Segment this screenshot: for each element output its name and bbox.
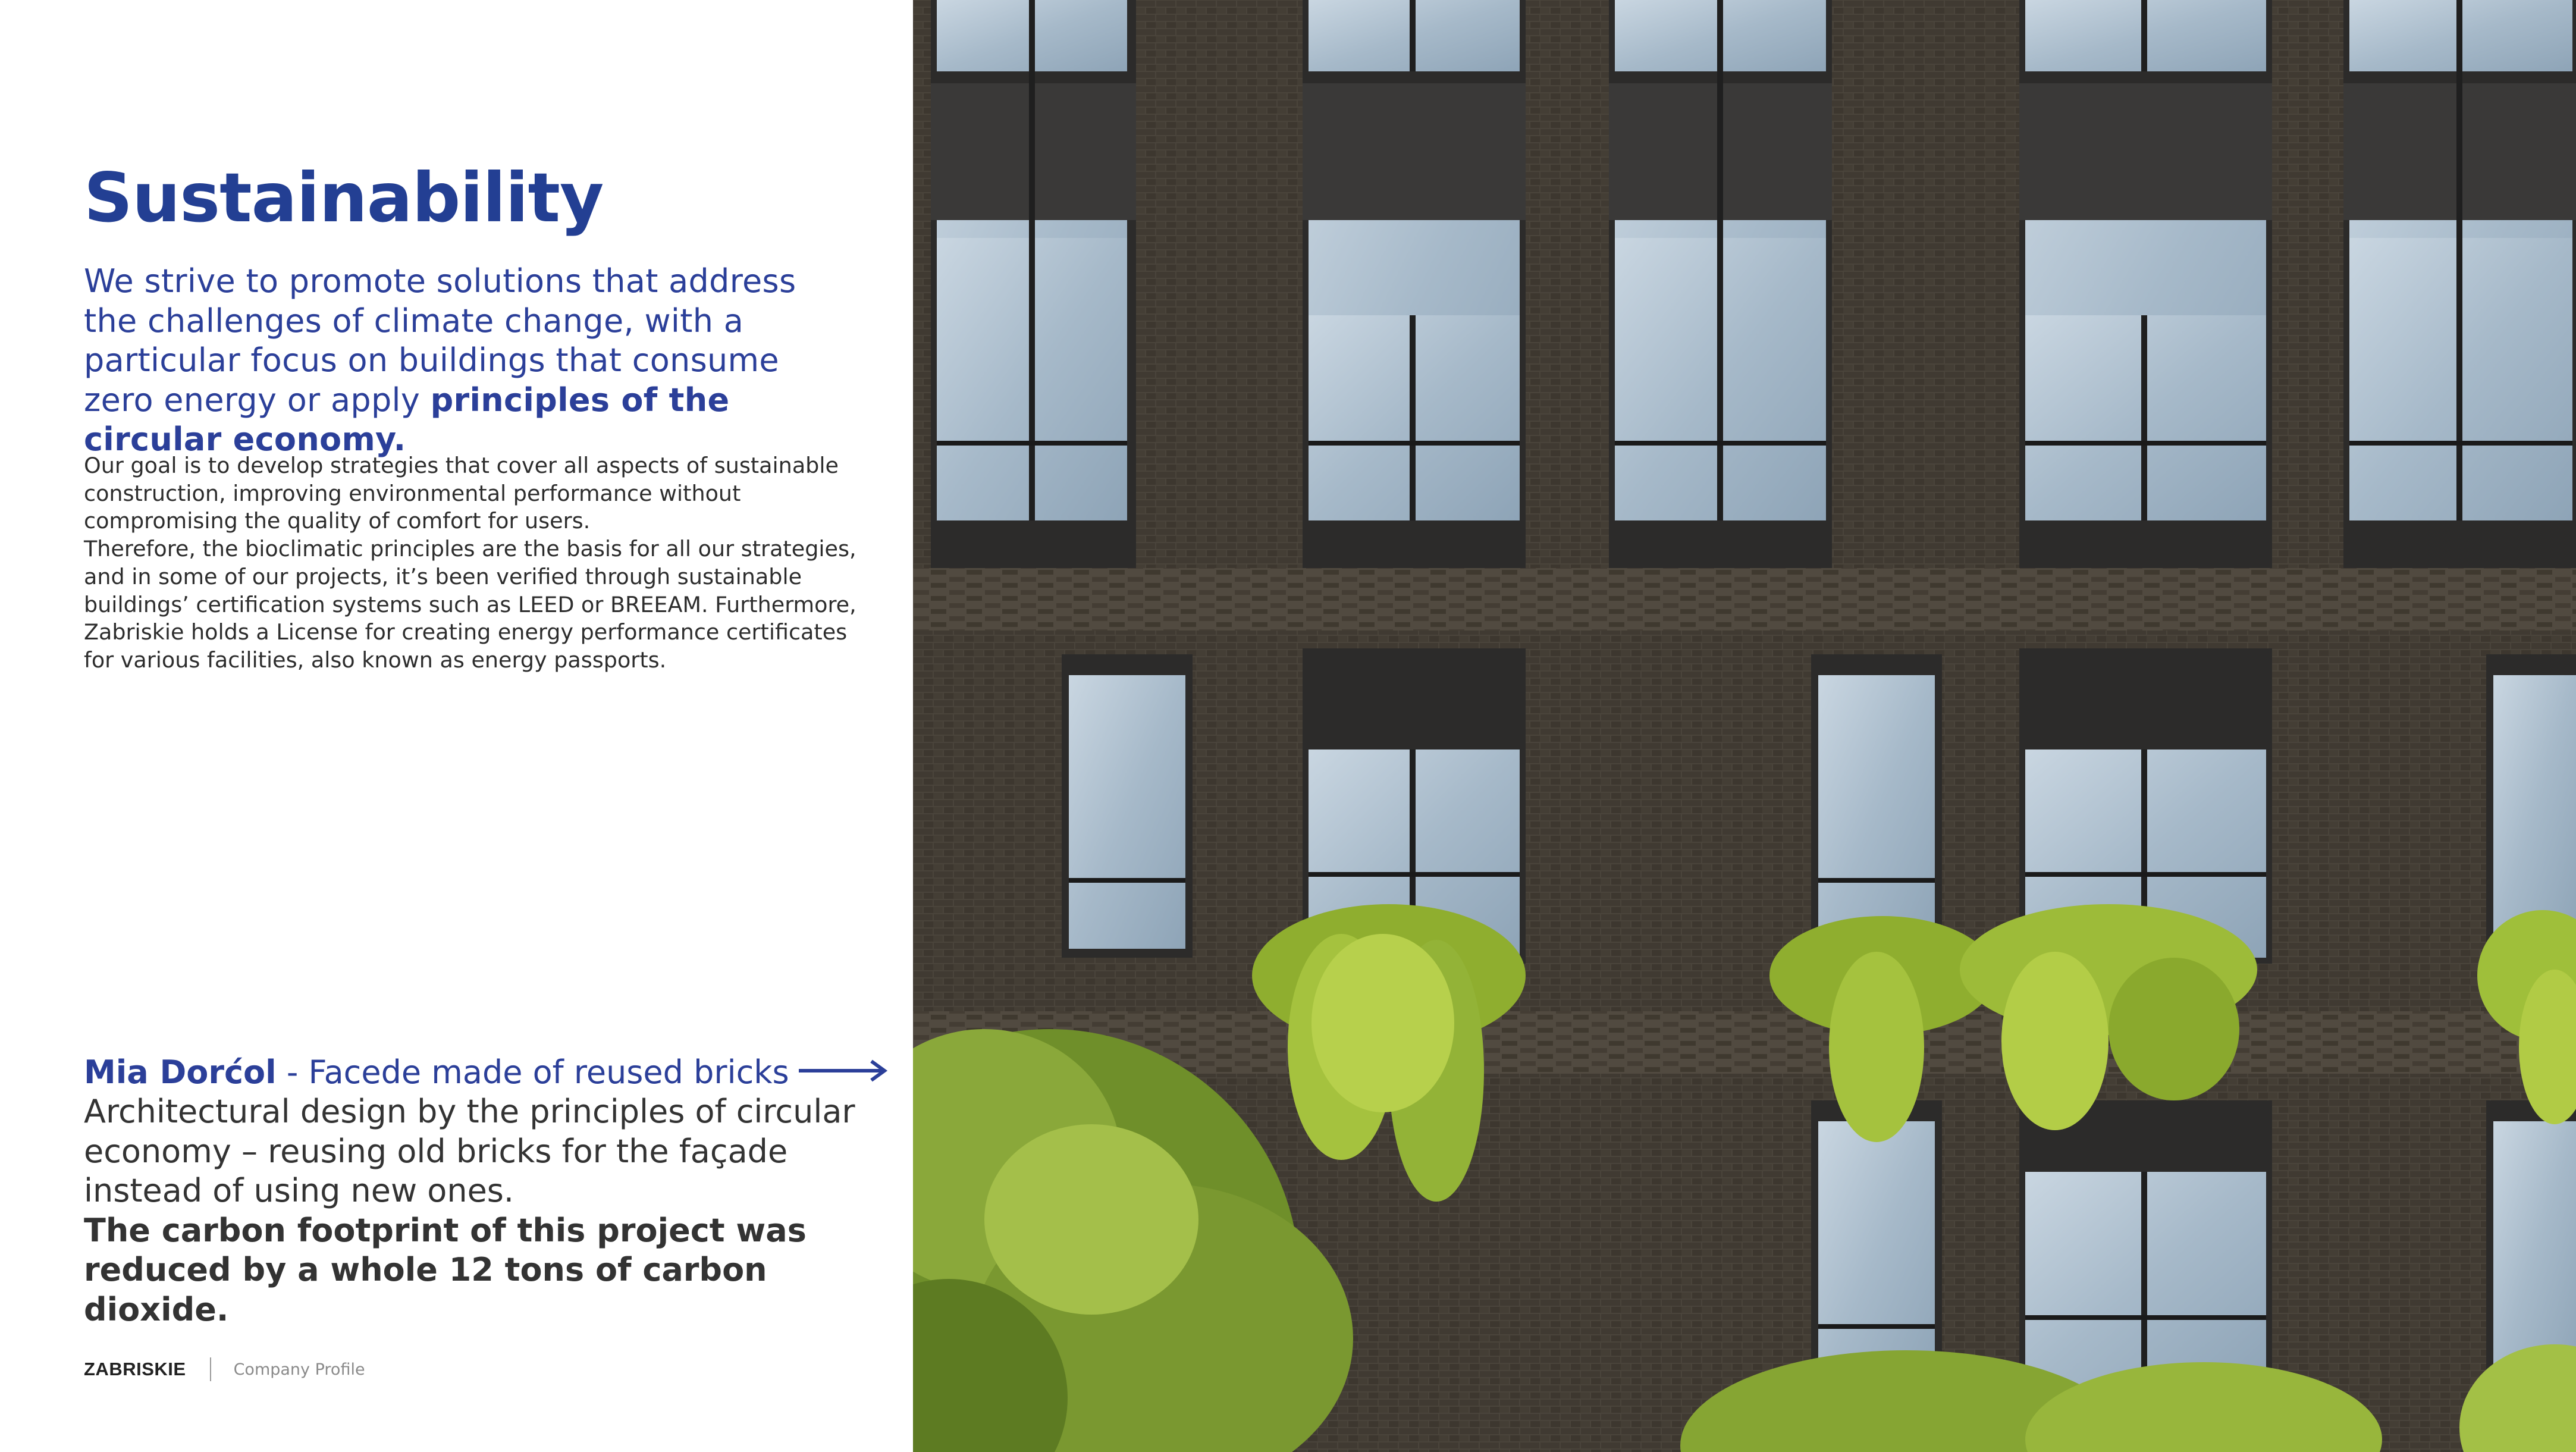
lead-paragraph <box>84 262 857 460</box>
project-caption <box>84 1092 881 1329</box>
project-caption-heading <box>84 1053 881 1093</box>
footer-divider <box>210 1357 211 1381</box>
arrow-right-icon <box>798 1052 888 1092</box>
footer-label: Company Profile <box>233 1360 365 1379</box>
footer <box>84 1357 365 1381</box>
page-title: Sustainability <box>84 158 604 237</box>
project-subtitle: - Facede made of reused bricks <box>276 1053 789 1091</box>
company-logo: ZABRISKIE <box>84 1359 186 1379</box>
body-paragraph-1: Our goal is to develop strategies that cover all aspects of sustainable construction, improving environmental performance without compromising the quality of comfort for users. <box>84 453 839 534</box>
building-photo <box>913 0 2576 1452</box>
project-name: Mia Dorćol <box>84 1053 277 1091</box>
project-description: Architectural design by the principles of circular economy – reusing old bricks for the façade instead of using new ones. <box>84 1093 855 1209</box>
brick-band-upper <box>913 568 2576 631</box>
body-paragraph-2: Therefore, the bioclimatic principles are the basis for all our strategies, and in some of our projects, it’s been verified through sustainable buildings’ certification systems such as LEED or BREEAM. Furthermore, Zabriskie holds a License for creating energy performance certificates for various facilities, also known as energy passports. <box>84 536 856 673</box>
body-text <box>84 452 875 675</box>
lead-emphasis: principles of the circular economy. <box>84 381 730 458</box>
project-emphasis: The carbon footprint of this project was reduced by a whole 12 tons of carbon dioxide. <box>84 1211 807 1328</box>
text-panel <box>0 0 913 1452</box>
lead-text: We strive to promote solutions that address the challenges of climate change, with a particular focus on buildings that consume zero energy or apply <box>84 262 796 419</box>
